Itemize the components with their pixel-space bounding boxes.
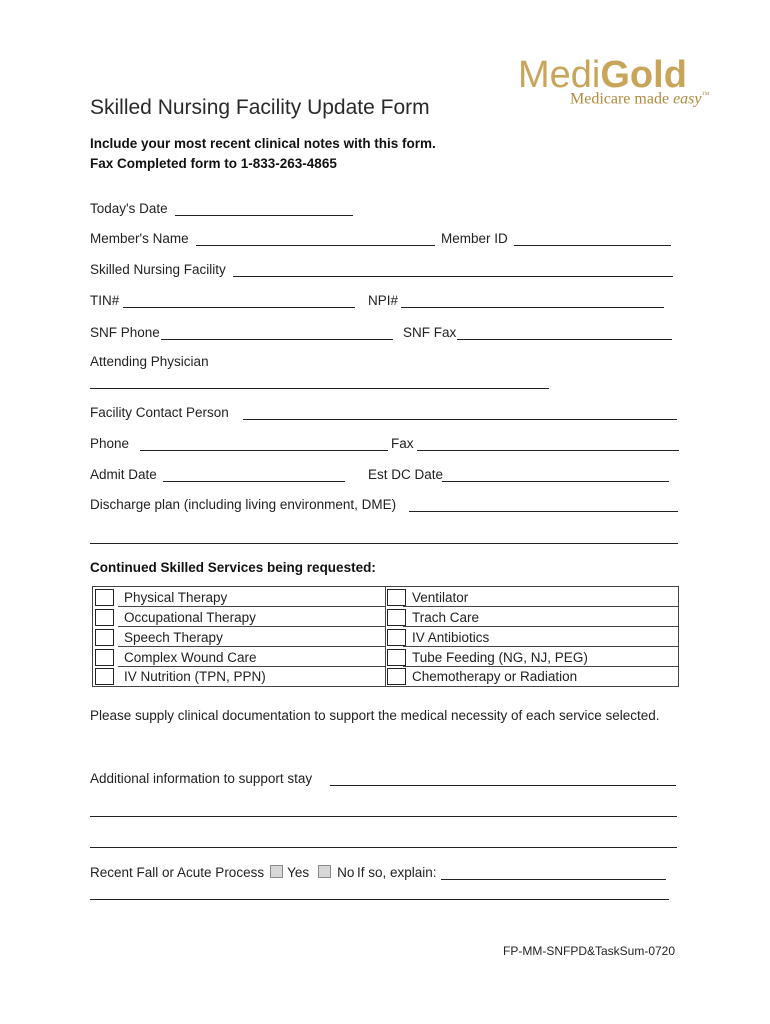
npi-label: NPI# xyxy=(368,293,399,308)
service-label: Complex Wound Care xyxy=(124,650,257,665)
snf-field[interactable] xyxy=(233,276,673,277)
service-label: Speech Therapy xyxy=(124,630,223,645)
recent-fall-label: Recent Fall or Acute Process xyxy=(90,865,265,880)
ventilator-checkbox[interactable] xyxy=(387,589,406,606)
service-label: Ventilator xyxy=(412,590,469,605)
occupational-therapy-checkbox[interactable] xyxy=(95,609,114,626)
admit-date-label: Admit Date xyxy=(90,467,157,482)
service-row-physical-therapy xyxy=(95,588,227,607)
form-title: Skilled Nursing Facility Update Form xyxy=(90,96,430,119)
service-row-trach-care xyxy=(387,608,479,627)
service-row-tube-feeding xyxy=(387,648,588,667)
service-row-occupational-therapy xyxy=(95,608,256,627)
service-label: IV Nutrition (TPN, PPN) xyxy=(124,669,266,684)
service-row-complex-wound-care xyxy=(95,648,257,667)
todays-date-field[interactable] xyxy=(175,215,353,216)
recent-fall-row xyxy=(90,865,354,881)
snf-label: Skilled Nursing Facility xyxy=(90,262,226,277)
complex-wound-care-checkbox[interactable] xyxy=(95,649,114,666)
additional-info-field-line-3[interactable] xyxy=(90,847,677,848)
trademark-symbol: ™ xyxy=(701,90,710,99)
logo-text-medi: Medi xyxy=(518,54,601,96)
tube-feeding-checkbox[interactable] xyxy=(387,649,406,666)
service-label: Occupational Therapy xyxy=(124,610,256,625)
yes-checkbox[interactable] xyxy=(270,865,283,878)
trach-care-checkbox[interactable] xyxy=(387,609,406,626)
admit-date-field[interactable] xyxy=(163,481,345,482)
fax-label: Fax xyxy=(391,436,414,451)
snf-fax-label: SNF Fax xyxy=(403,325,457,340)
fax-field[interactable] xyxy=(417,450,679,451)
discharge-plan-label: Discharge plan (including living environment, DME) xyxy=(90,497,397,512)
discharge-plan-field[interactable] xyxy=(409,511,678,512)
service-row-speech-therapy xyxy=(95,628,223,647)
snf-phone-field[interactable] xyxy=(161,339,393,340)
services-heading: Continued Skilled Services being requested: xyxy=(90,560,376,575)
tagline-emphasis: easy xyxy=(673,90,702,108)
explain-field[interactable] xyxy=(441,879,666,880)
snf-phone-label: SNF Phone xyxy=(90,325,160,340)
iv-antibiotics-checkbox[interactable] xyxy=(387,629,406,646)
service-row-iv-antibiotics xyxy=(387,628,489,647)
physical-therapy-checkbox[interactable] xyxy=(95,589,114,606)
yes-label: Yes xyxy=(287,865,310,880)
additional-info-field-line-2[interactable] xyxy=(90,816,677,817)
instruction-line-1: Include your most recent clinical notes with this form. xyxy=(90,136,436,151)
members-name-field[interactable] xyxy=(196,245,435,246)
npi-field[interactable] xyxy=(401,307,664,308)
est-dc-date-label: Est DC Date xyxy=(368,467,444,482)
tin-field[interactable] xyxy=(123,307,355,308)
member-id-field[interactable] xyxy=(514,245,671,246)
logo-text-gold: Gold xyxy=(600,54,687,96)
facility-contact-label: Facility Contact Person xyxy=(90,405,229,420)
attending-physician-field[interactable] xyxy=(90,388,549,389)
service-row-chemotherapy xyxy=(387,667,577,686)
explain-label: If so, explain: xyxy=(357,865,437,880)
tagline-prefix: Medicare made xyxy=(570,90,674,108)
member-id-label: Member ID xyxy=(441,231,508,246)
no-label: No xyxy=(337,865,355,880)
iv-nutrition-checkbox[interactable] xyxy=(95,668,114,685)
service-label: IV Antibiotics xyxy=(412,630,490,645)
service-label: Trach Care xyxy=(412,610,480,625)
service-label: Chemotherapy or Radiation xyxy=(412,669,578,684)
no-checkbox[interactable] xyxy=(318,865,331,878)
documentation-note: Please supply clinical documentation to support the medical necessity of each service selected. xyxy=(90,708,660,723)
services-table xyxy=(92,586,679,687)
facility-contact-field[interactable] xyxy=(243,419,677,420)
chemotherapy-checkbox[interactable] xyxy=(387,668,406,685)
table-column-divider xyxy=(385,587,386,686)
service-label: Physical Therapy xyxy=(124,590,228,605)
service-row-iv-nutrition xyxy=(95,667,266,686)
additional-info-label: Additional information to support stay xyxy=(90,771,313,786)
members-name-label: Member's Name xyxy=(90,231,189,246)
logo-tagline xyxy=(570,90,709,108)
attending-physician-label: Attending Physician xyxy=(90,354,209,369)
speech-therapy-checkbox[interactable] xyxy=(95,629,114,646)
est-dc-date-field[interactable] xyxy=(442,481,669,482)
service-label: Tube Feeding (NG, NJ, PEG) xyxy=(412,650,588,665)
phone-field[interactable] xyxy=(140,450,388,451)
discharge-plan-field-line-2[interactable] xyxy=(90,543,678,544)
snf-fax-field[interactable] xyxy=(457,339,672,340)
phone-label: Phone xyxy=(90,436,130,451)
tin-label: TIN# xyxy=(90,293,120,308)
explain-field-line-2[interactable] xyxy=(90,899,669,900)
instruction-line-2: Fax Completed form to 1-833-263-4865 xyxy=(90,156,337,171)
form-code: FP-MM-SNFPD&TaskSum-0720 xyxy=(503,944,676,958)
todays-date-label: Today's Date xyxy=(90,201,168,216)
additional-info-field[interactable] xyxy=(330,785,676,786)
service-row-ventilator xyxy=(387,588,468,607)
